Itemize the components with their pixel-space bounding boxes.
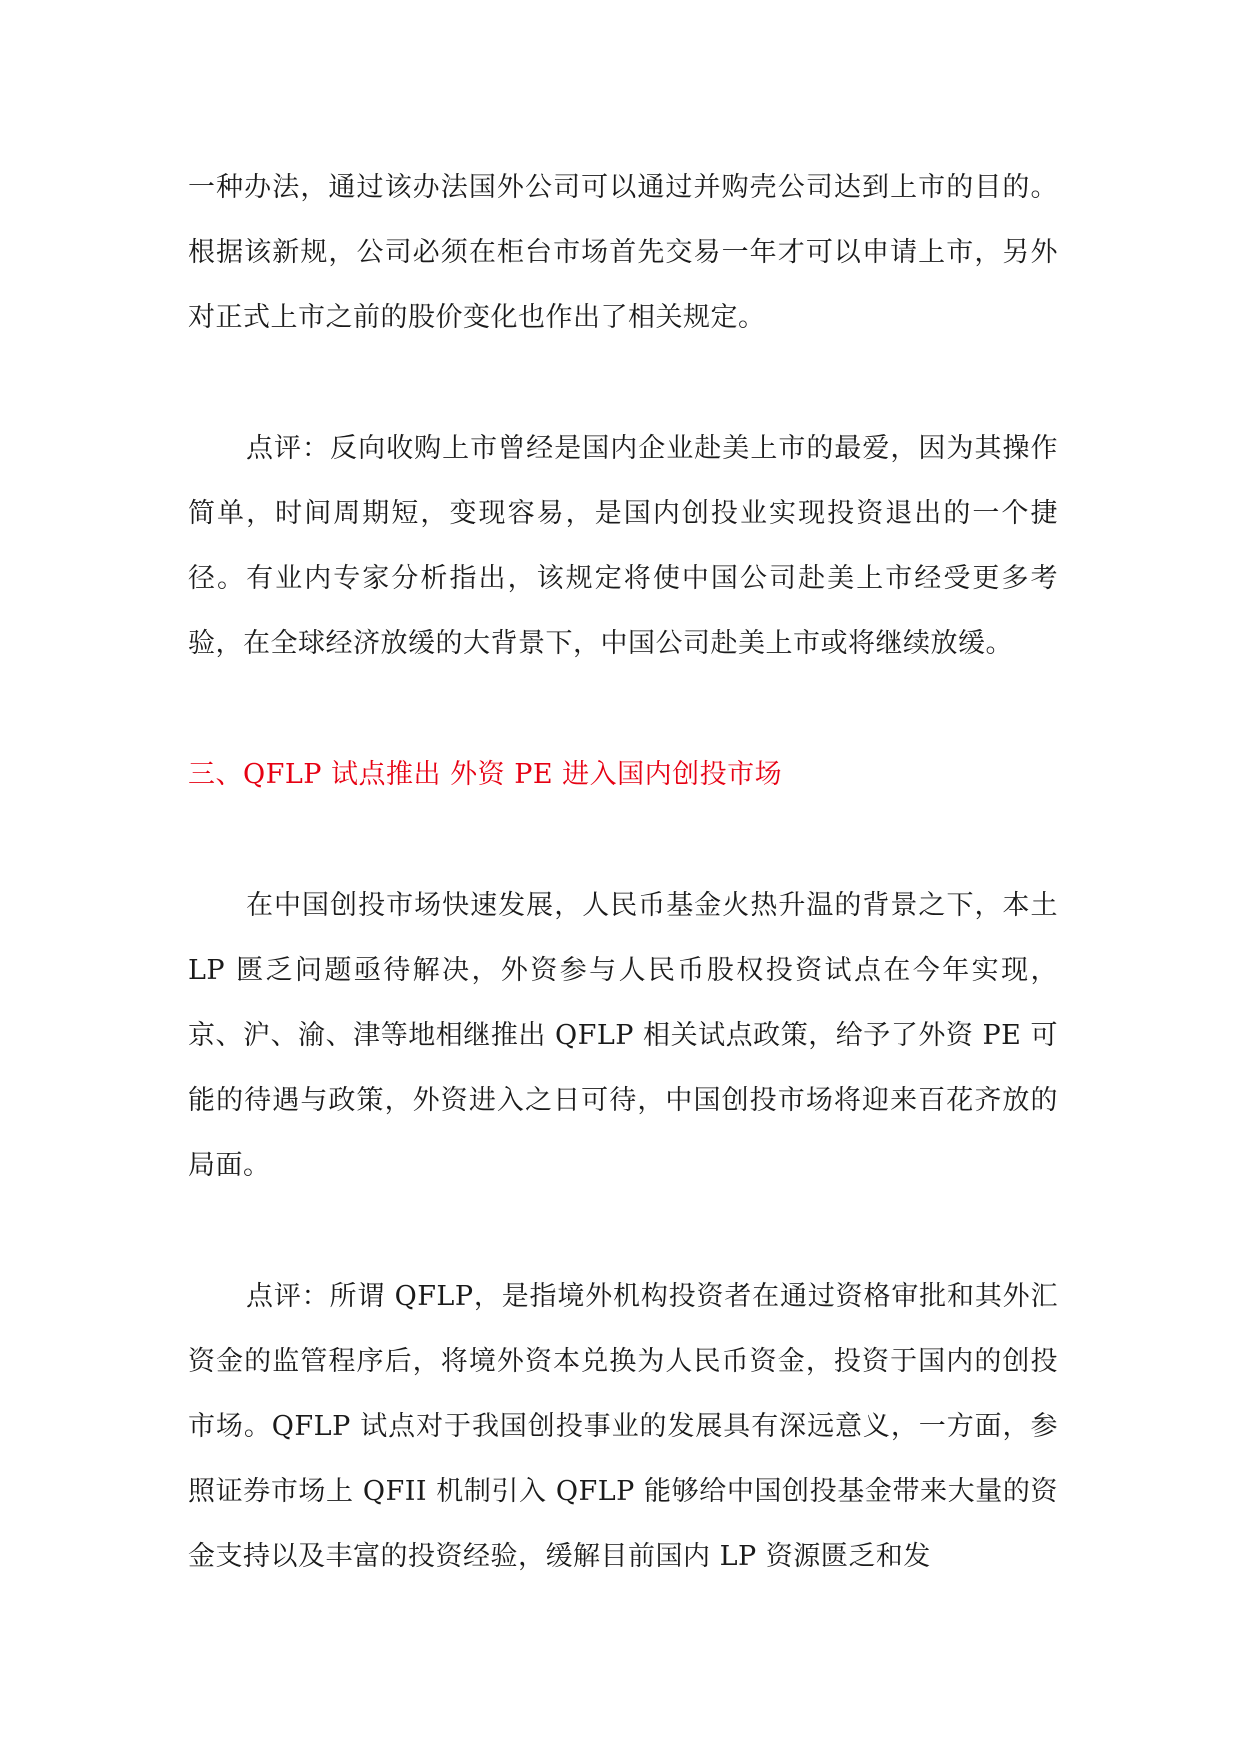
paragraph-spacer xyxy=(188,676,1058,742)
paragraph-spacer xyxy=(188,807,1058,873)
paragraph-reverse-merger-rule: 一种办法，通过该办法国外公司可以通过并购壳公司达到上市的目的。根据该新规，公司必须在柜台市场首先交易一年才可以申请上市，另外对正式上市之前的股价变化也作出了相关规定。 xyxy=(188,172,1058,333)
paragraph-spacer xyxy=(188,350,1058,416)
paragraph-spacer xyxy=(188,1198,1058,1264)
document-page xyxy=(188,155,1058,1589)
paragraph-commentary-qflp: 点评：所谓 QFLP，是指境外机构投资者在通过资格审批和其外汇资金的监管程序后，将境外资本兑换为人民币资金，投资于国内的创投市场。QFLP 试点对于我国创投事业的发展具有深远意义，一方面，参照证券市场上 QFII 机制引入 QFLP 能够给中国创投基金带来大量的资金支持以及丰富的投资经验，缓解目前国内 LP 资源匮乏和发 xyxy=(188,1281,1058,1572)
section-heading-qflp: 三、QFLP 试点推出 外资 PE 进入国内创投市场 xyxy=(188,759,783,790)
paragraph-commentary-reverse-merger: 点评：反向收购上市曾经是国内企业赴美上市的最爱，因为其操作简单，时间周期短，变现容易，是国内创投业实现投资退出的一个捷径。有业内专家分析指出，该规定将使中国公司赴美上市经受更多考验，在全球经济放缓的大背景下，中国公司赴美上市或将继续放缓。 xyxy=(188,433,1058,659)
paragraph-qflp-pilot: 在中国创投市场快速发展，人民币基金火热升温的背景之下，本土 LP 匮乏问题亟待解决，外资参与人民币股权投资试点在今年实现，京、沪、渝、津等地相继推出 QFLP 相关试点政策，给予了外资 PE 可能的待遇与政策，外资进入之日可待，中国创投市场将迎来百花齐放的局面。 xyxy=(188,890,1058,1181)
